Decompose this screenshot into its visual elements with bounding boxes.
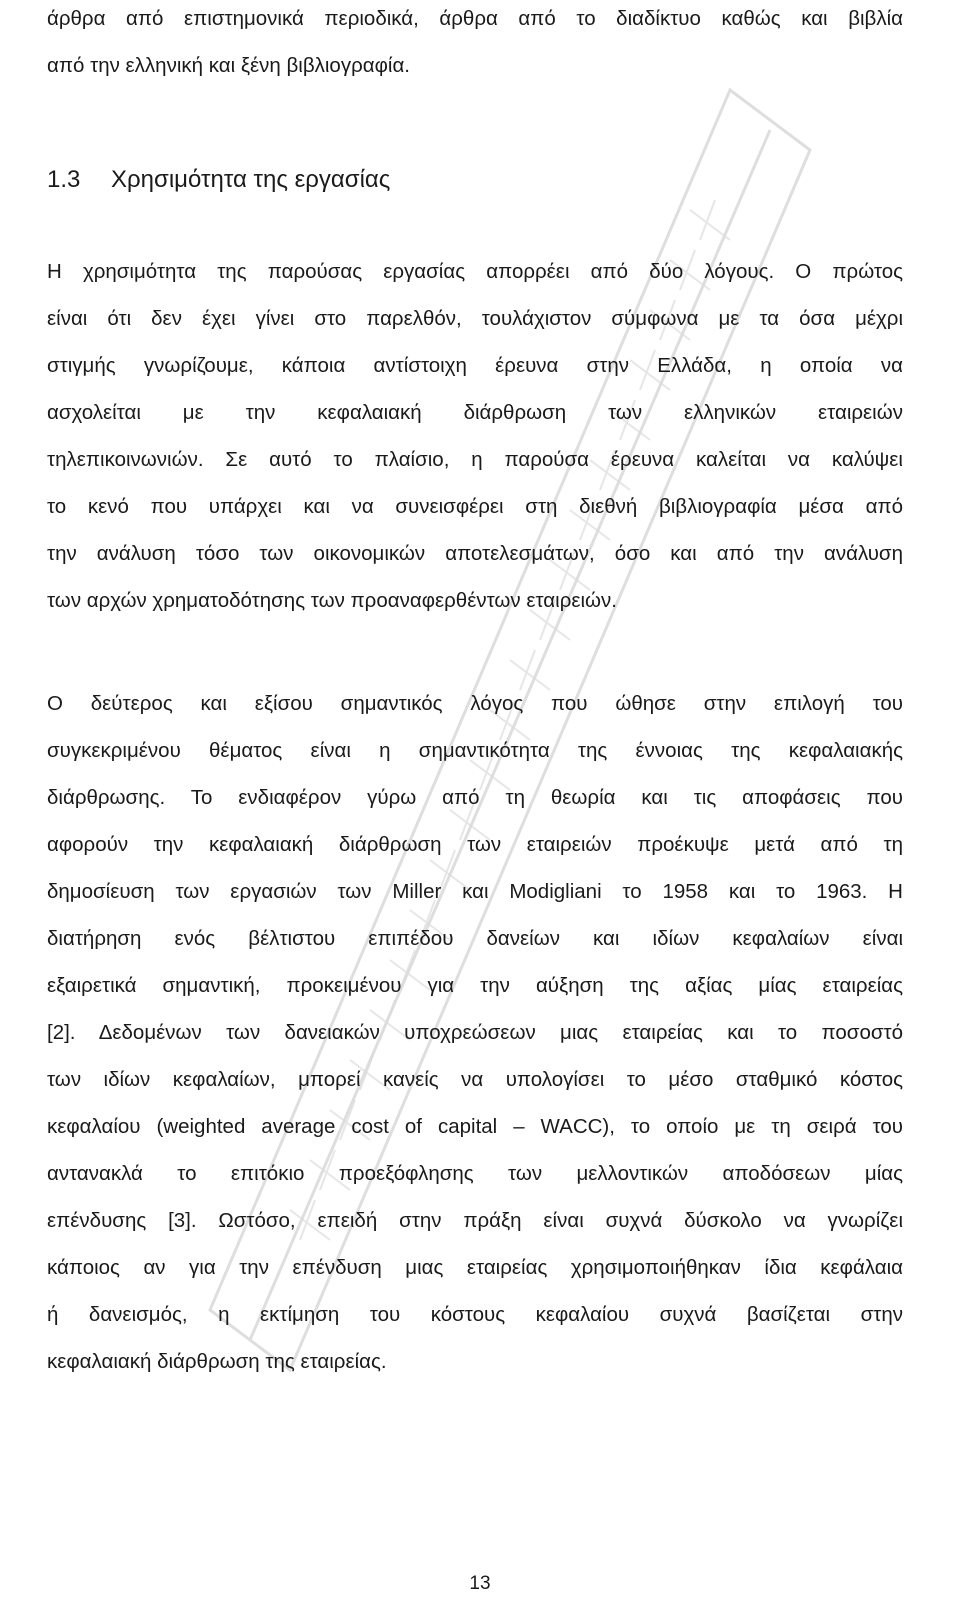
section-heading — [47, 160, 390, 200]
text-line: αντανακλά το επιτόκιο προεξόφλησης των μελλοντικών αποδόσεων μίας — [47, 1162, 903, 1185]
text-line: Ο δεύτερος και εξίσου σημαντικός λόγος που ώθησε στην επιλογή του — [47, 692, 903, 715]
text-line: των αρχών χρηματοδότησης των προαναφερθέντων εταιρειών. — [47, 589, 617, 612]
text-line: από την ελληνική και ξένη βιβλιογραφία. — [47, 54, 410, 77]
paragraph-2 — [47, 680, 903, 1385]
text-line: τηλεπικοινωνιών. Σε αυτό το πλαίσιο, η παρούσα έρευνα καλείται να καλύψει — [47, 448, 903, 471]
text-line: ή δανεισμός, η εκτίμηση του κόστους κεφαλαίου συχνά βασίζεται στην — [47, 1303, 903, 1326]
text-line: κεφαλαιακή διάρθρωση της εταιρείας. — [47, 1350, 387, 1373]
text-line: Η χρησιμότητα της παρούσας εργασίας απορρέει από δύο λόγους. Ο πρώτος — [47, 260, 903, 283]
paragraph-1 — [47, 248, 903, 624]
text-line: [2]. Δεδομένων των δανειακών υποχρεώσεων μιας εταιρείας και το ποσοστό — [47, 1021, 903, 1044]
text-line: είναι ότι δεν έχει γίνει στο παρελθόν, τουλάχιστον σύμφωνα με τα όσα μέχρι — [47, 307, 903, 330]
text-line: διατήρηση ενός βέλτιστου επιπέδου δανείων και ιδίων κεφαλαίων είναι — [47, 927, 903, 950]
text-line: την ανάλυση τόσο των οικονομικών αποτελεσμάτων, όσο και από την ανάλυση — [47, 542, 903, 565]
text-line: συγκεκριμένου θέματος είναι η σημαντικότητα της έννοιας της κεφαλαιακής — [47, 739, 903, 762]
section-number: 1.3 — [47, 166, 81, 193]
text-line: στιγμής γνωρίζουμε, κάποια αντίστοιχη έρευνα στην Ελλάδα, η οποία να — [47, 354, 903, 377]
text-line: διάρθρωσης. Το ενδιαφέρον γύρω από τη θεωρία και τις αποφάσεις που — [47, 786, 903, 809]
intro-text — [47, 0, 903, 89]
text-line: επένδυσης [3]. Ωστόσο, επειδή στην πράξη είναι συχνά δύσκολο να γνωρίζει — [47, 1209, 903, 1232]
text-line: το κενό που υπάρχει και να συνεισφέρει στη διεθνή βιβλιογραφία μέσα από — [47, 495, 903, 518]
page-number: 13 — [469, 1573, 491, 1594]
text-line: κάποιος αν για την επένδυση μιας εταιρείας χρησιμοποιήθηκαν ίδια κεφάλαια — [47, 1256, 903, 1279]
text-line: αφορούν την κεφαλαιακή διάρθρωση των εταιρειών προέκυψε μετά από τη — [47, 833, 903, 856]
text-line: δημοσίευση των εργασιών των Miller και Modigliani το 1958 και το 1963. Η — [47, 880, 903, 903]
text-line: εξαιρετικά σημαντική, προκειμένου για την αύξηση της αξίας μίας εταιρείας — [47, 974, 903, 997]
text-line: ασχολείται με την κεφαλαιακή διάρθρωση των ελληνικών εταιρειών — [47, 401, 903, 424]
text-line: άρθρα από επιστημονικά περιοδικά, άρθρα από το διαδίκτυο καθώς και βιβλία — [47, 7, 903, 30]
text-line: κεφαλαίου (weighted average cost of capital – WACC), το οποίο με τη σειρά του — [47, 1115, 903, 1138]
text-line: των ιδίων κεφαλαίων, μπορεί κανείς να υπολογίσει το μέσο σταθμικό κόστος — [47, 1068, 903, 1091]
section-title: Χρησιμότητα της εργασίας — [111, 166, 391, 193]
